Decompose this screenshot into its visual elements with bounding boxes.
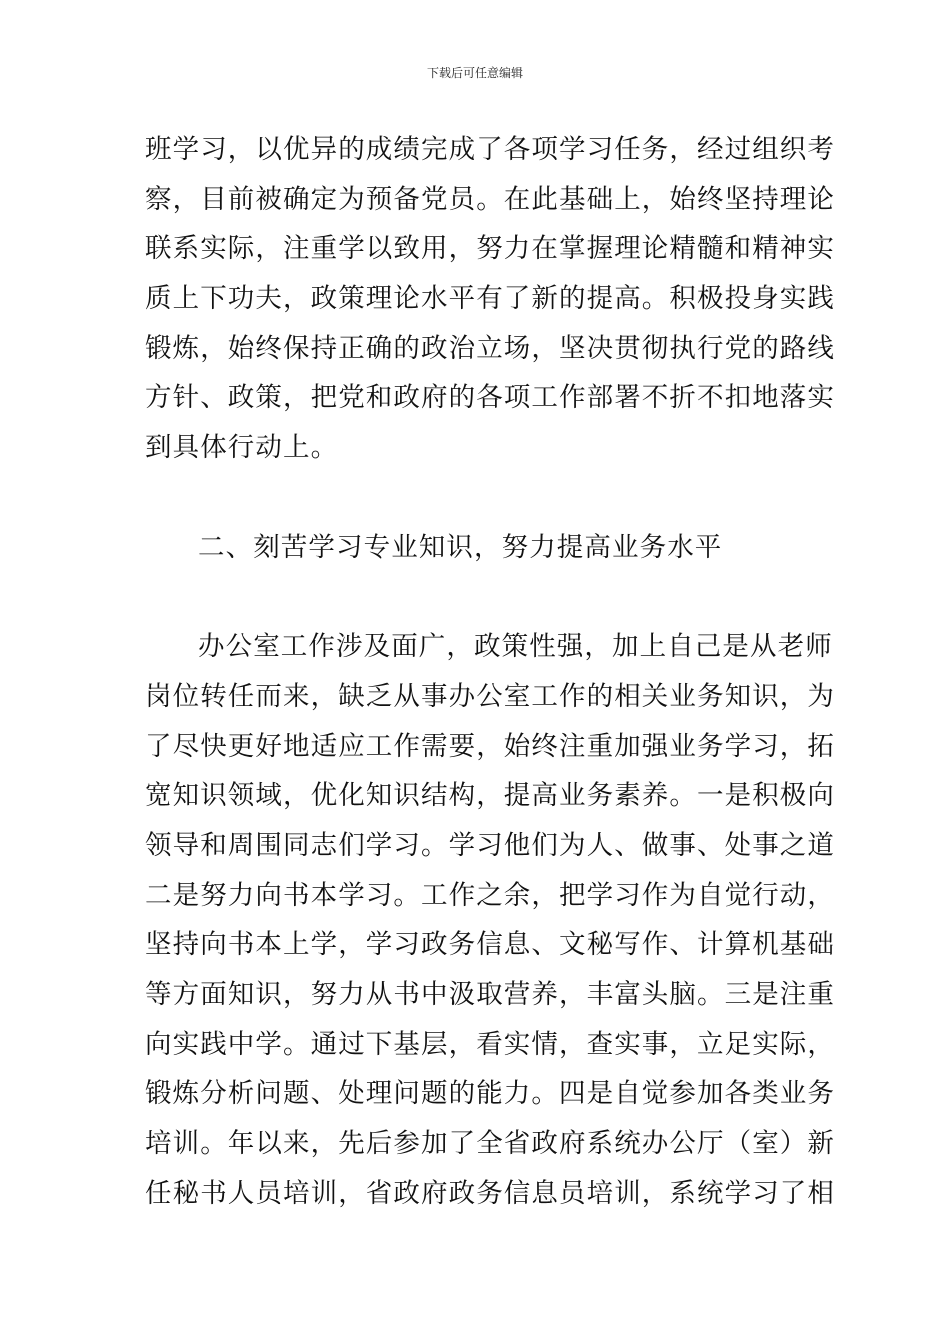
paragraph-line: 等方面知识，努力从书中汲取营养，丰富头脑。三是注重: [145, 979, 835, 1010]
paragraph-line: 到具体行动上。: [145, 432, 339, 463]
paragraph-line: 二是努力向书本学习。工作之余，把学习作为自觉行动，: [145, 880, 835, 911]
paragraph-line: 坚持向书本上学，学习政务信息、文秘写作、计算机基础: [145, 929, 835, 960]
paragraph-line: 方针、政策，把党和政府的各项工作部署不折不扣地落实: [145, 382, 835, 413]
paragraph-line: 察，目前被确定为预备党员。在此基础上，始终坚持理论: [145, 184, 835, 215]
paragraph-line: 向实践中学。通过下基层，看实情，查实事，立足实际，: [145, 1029, 835, 1060]
paragraph-line: 领导和周围同志们学习。学习他们为人、做事、处事之道: [145, 830, 835, 861]
paragraph-line: 宽知识领域，优化知识结构，提高业务素养。一是积极向: [145, 780, 835, 811]
paragraph-line: 办公室工作涉及面广，政策性强，加上自己是从老师: [198, 631, 833, 662]
paragraph-line: 锻炼分析问题、处理问题的能力。四是自觉参加各类业务: [145, 1078, 835, 1109]
paragraph-line: 联系实际，注重学以致用，努力在掌握理论精髓和精神实: [145, 233, 835, 264]
paragraph-line: 任秘书人员培训，省政府政务信息员培训，系统学习了相: [145, 1178, 835, 1209]
section-heading: 二、刻苦学习专业知识，努力提高业务水平: [198, 532, 723, 563]
paragraph-line: 了尽快更好地适应工作需要，始终注重加强业务学习，拓: [145, 731, 835, 762]
page-header-note: 下载后可任意编辑: [426, 66, 523, 80]
paragraph-line: 质上下功夫，政策理论水平有了新的提高。积极投身实践: [145, 283, 835, 314]
paragraph-line: 锻炼，始终保持正确的政治立场，坚决贯彻执行党的路线: [145, 333, 835, 364]
paragraph-line: 培训。年以来，先后参加了全省政府系统办公厅（室）新: [145, 1128, 835, 1159]
paragraph-line: 班学习，以优异的成绩完成了各项学习任务，经过组织考: [145, 134, 835, 165]
paragraph-line: 岗位转任而来，缺乏从事办公室工作的相关业务知识，为: [145, 681, 835, 712]
